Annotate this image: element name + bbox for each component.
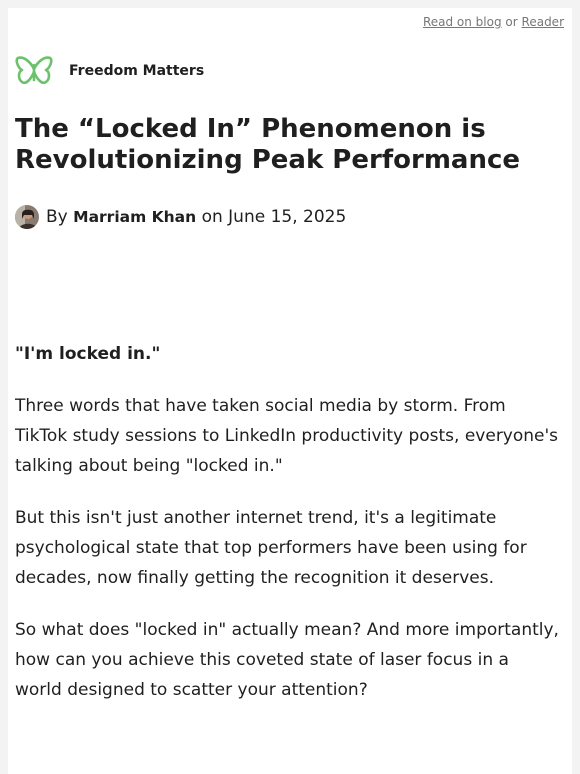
view-options <box>423 15 564 29</box>
paragraph: So what does "locked in" actually mean? And more importantly, how can you achieve this coveted state of laser focus in a world designed to scatter your attention? <box>15 620 559 700</box>
brand-name: Freedom Matters <box>69 63 205 79</box>
brand-header[interactable] <box>15 55 204 87</box>
byline-prefix: By <box>46 207 68 227</box>
publish-date: June 15, 2025 <box>228 207 347 227</box>
read-on-blog-link[interactable]: Read on blog <box>422 15 502 29</box>
butterfly-icon <box>15 55 53 87</box>
article-title: The “Locked In” Phenomenon is Revolutionizing Peak Performance <box>15 114 521 175</box>
article-body <box>15 340 560 727</box>
email-card <box>8 8 572 774</box>
byline <box>15 205 346 229</box>
paragraph: But this isn't just another internet trend, it's a legitimate psychological state that top performers have been using for decades, now finally getting the recognition it deserves. <box>15 508 527 588</box>
lead-quote: "I'm locked in." <box>15 344 161 364</box>
author-name: Marriam Khan <box>73 208 197 226</box>
reader-link[interactable]: Reader <box>521 15 564 29</box>
or-text: or <box>505 15 518 29</box>
author-avatar <box>15 205 39 229</box>
byline-on: on <box>201 207 223 227</box>
paragraph: Three words that have taken social media by storm. From TikTok study sessions to LinkedIn productivity posts, everyone's talking about being "locked in." <box>15 396 559 476</box>
